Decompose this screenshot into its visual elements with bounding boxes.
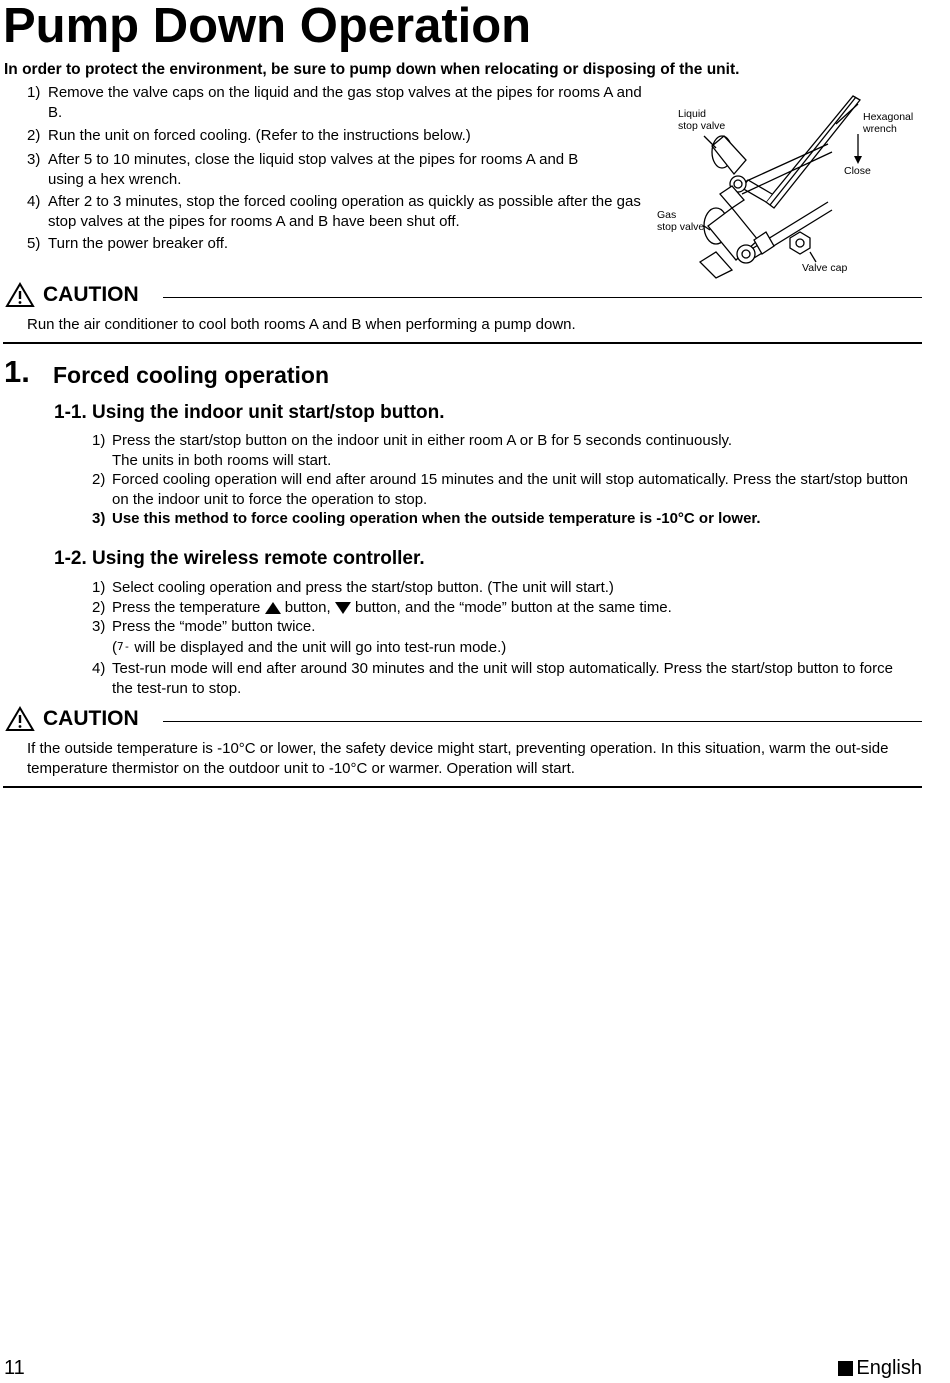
list-item: 1) Select cooling operation and press the start/stop button. (The unit will start.)	[92, 579, 614, 596]
section-divider	[3, 786, 922, 788]
gas-stop-valve-label: Gas stop valve	[657, 209, 705, 233]
test-run-display-glyph: 7-	[117, 639, 131, 653]
temperature-up-icon	[265, 602, 281, 614]
list-item: 3) Press the “mode” button twice. (7- will be displayed and the unit will go into test-run mode.)	[92, 618, 507, 656]
caution-divider	[163, 297, 922, 298]
subsection-title: 1-1. Using the indoor unit start/stop button.	[54, 402, 445, 423]
square-bullet-icon	[838, 1361, 853, 1376]
section-number: 1.	[4, 354, 30, 389]
list-item: 4) Test-run mode will end after around 30 minutes and the unit will stop automatically. Press the start/stop button to force the test-run to stop.	[92, 660, 893, 697]
subsection-title: 1-2. Using the wireless remote controller.	[54, 548, 425, 569]
caution-text: Run the air conditioner to cool both rooms A and B when performing a pump down.	[27, 316, 576, 333]
page-number: 11	[4, 1357, 25, 1379]
list-item: 5) Turn the power breaker off.	[27, 235, 229, 252]
list-item: 1) Remove the valve caps on the liquid and the gas stop valves at the pipes for rooms A and B.	[27, 84, 642, 121]
list-item: 3) After 5 to 10 minutes, close the liquid stop valves at the pipes for rooms A and B using a hex wrench.	[27, 151, 579, 188]
valve-cap-label: Valve cap	[802, 262, 848, 274]
list-item: 2) Run the unit on forced cooling. (Refer to the instructions below.)	[27, 127, 471, 144]
caution-text: If the outside temperature is -10°C or lower, the safety device might start, preventing operation. In this situation, warm the out-side temperature thermistor on the outdoor unit to -10°C or warmer. Operation will start.	[27, 740, 889, 777]
list-item: 2) Press the temperature button, button, and the “mode” button at the same time.	[92, 599, 672, 616]
list-item: 4) After 2 to 3 minutes, stop the forced cooling operation as quickly as possible after the gas stop valves at the pipes for rooms A and B have been shut off.	[27, 193, 641, 230]
intro-text: In order to protect the environment, be sure to pump down when relocating or disposing of the unit.	[4, 61, 740, 78]
page-title: Pump Down Operation	[3, 0, 532, 53]
valve-figure	[650, 90, 930, 280]
warning-icon	[5, 706, 35, 732]
caution-heading: CAUTION	[5, 706, 139, 732]
warning-icon	[5, 282, 35, 308]
list-item: 3) Use this method to force cooling operation when the outside temperature is -10°C or lower.	[92, 510, 761, 527]
close-label: Close	[844, 165, 871, 177]
hexagonal-wrench-label: Hexagonal wrench	[863, 111, 914, 135]
section-divider	[3, 342, 922, 344]
section-title: Forced cooling operation	[53, 362, 330, 388]
list-item: 1) Press the start/stop button on the indoor unit in either room A or B for 5 seconds continuously. The units in both rooms will start.	[92, 432, 733, 469]
liquid-stop-valve-label: Liquid stop valve	[678, 108, 726, 132]
caution-heading: CAUTION	[5, 282, 139, 308]
language-indicator: English	[838, 1357, 922, 1380]
temperature-down-icon	[335, 602, 351, 614]
caution-divider	[163, 721, 922, 722]
list-item: 2) Forced cooling operation will end after around 15 minutes and the unit will stop automatically. Press the start/stop button on the indoor unit to force the operation to stop.	[92, 471, 908, 508]
